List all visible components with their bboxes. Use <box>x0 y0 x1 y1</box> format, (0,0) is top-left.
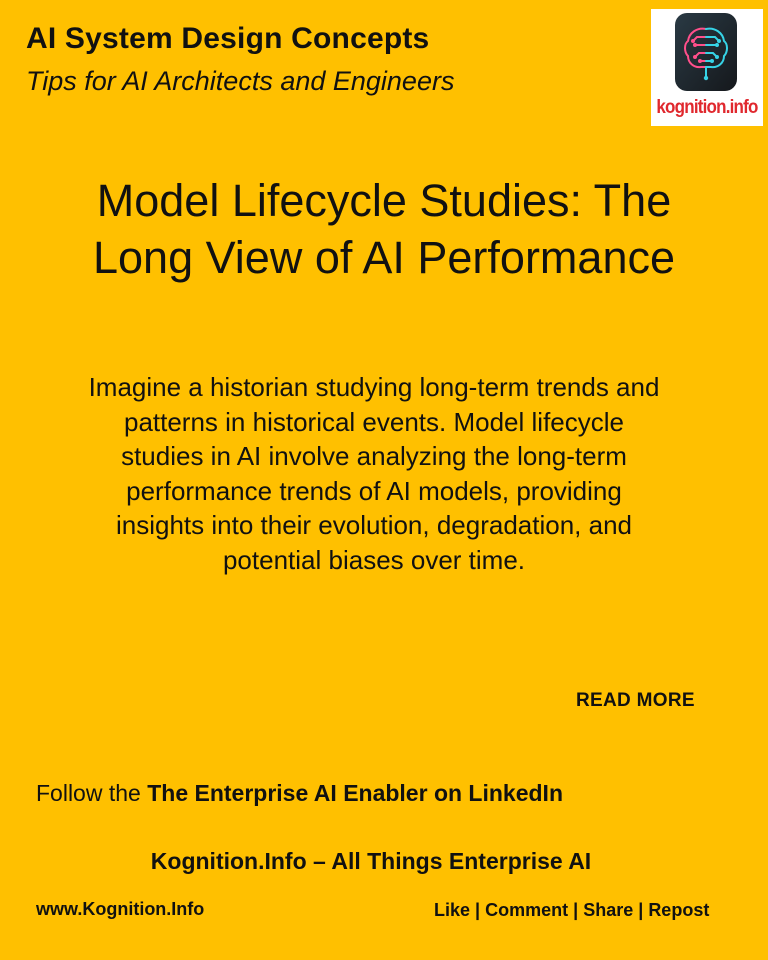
body-line: Imagine a historian studying long-term trends and <box>88 372 660 402</box>
like-action[interactable]: Like <box>434 900 471 920</box>
follow-prefix: Follow the <box>36 780 148 806</box>
linkedin-follow-link[interactable]: The Enterprise AI Enabler on LinkedIn <box>147 780 563 806</box>
headline-line-1: Model Lifecycle Studies: The <box>96 175 672 226</box>
logo-wordmark: kognition.info <box>656 95 758 118</box>
body-line: performance trends of AI models, providing <box>126 475 622 506</box>
kognition-logo[interactable] <box>651 9 763 126</box>
website-link[interactable]: www.Kognition.Info <box>36 899 205 919</box>
read-more-link[interactable]: READ MORE <box>576 690 695 711</box>
repost-action[interactable]: Repost <box>648 900 710 920</box>
series-title: AI System Design Concepts <box>26 22 430 55</box>
headline-line-2: Long View of AI Performance <box>92 232 675 283</box>
brand-tagline: Kognition.Info – All Things Enterprise AI <box>150 848 592 874</box>
share-action[interactable]: Share <box>583 900 634 920</box>
comment-action[interactable]: Comment <box>485 900 569 920</box>
body-line: potential biases over time. <box>222 544 526 575</box>
series-subtitle: Tips for AI Architects and Engineers <box>26 66 455 96</box>
body-line: studies in AI involve analyzing the long-term <box>121 441 627 472</box>
body-line: insights into their evolution, degradation, and <box>115 510 632 541</box>
action-separator: | <box>573 900 579 920</box>
social-actions <box>434 900 709 921</box>
circuit-brain-icon <box>673 11 739 93</box>
article-body <box>44 370 704 578</box>
follow-line <box>36 780 563 807</box>
article-headline <box>20 172 748 286</box>
action-separator: | <box>475 900 481 920</box>
action-separator: | <box>638 900 644 920</box>
body-line: patterns in historical events. Model lifecycle <box>123 406 624 437</box>
